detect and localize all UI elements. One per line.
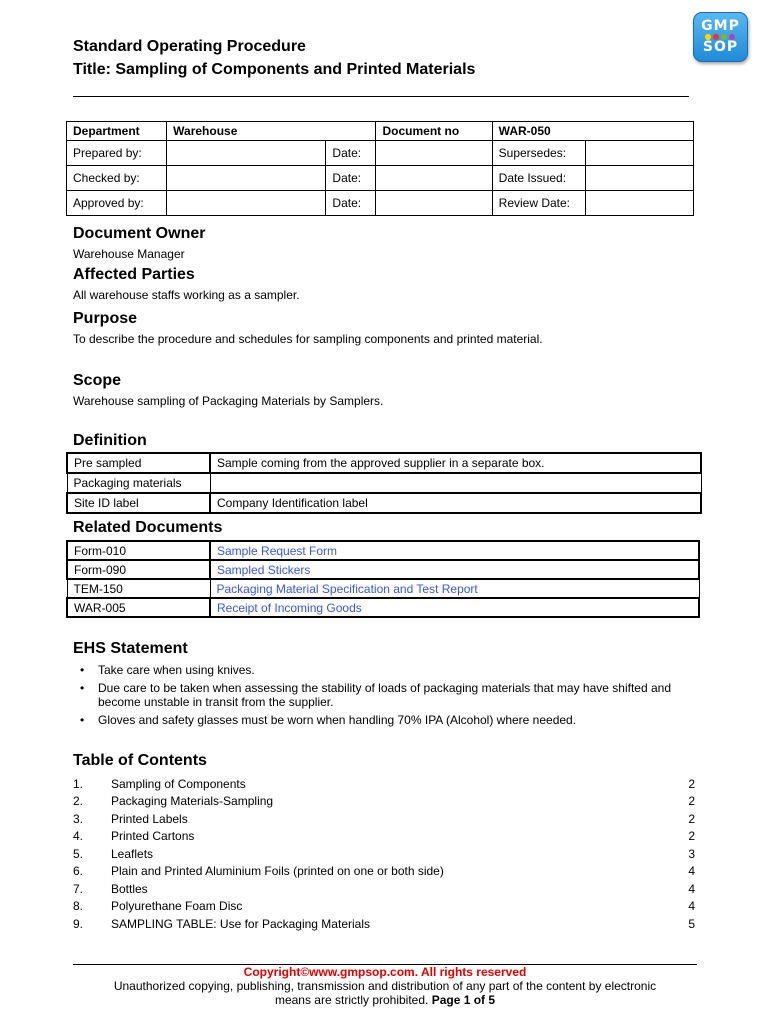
list-item [80, 663, 700, 677]
toc-item[interactable] [73, 898, 695, 916]
toc-page: 4 [688, 864, 695, 879]
related-doc-code: Form-010 [67, 541, 210, 560]
toc-item[interactable] [73, 775, 695, 793]
table-row [67, 598, 699, 617]
table-row [67, 122, 694, 141]
footer-line2 [73, 993, 697, 1007]
logo-line1: GMP [701, 18, 740, 34]
toc-num: 4. [73, 829, 84, 844]
toc-page: 2 [688, 776, 695, 791]
review-date-label: Review Date: [492, 191, 585, 216]
toc-title: Printed Labels [111, 811, 188, 826]
title-text: : Sampling of Components and Printed Materials [105, 61, 476, 78]
supersedes-value [585, 141, 693, 166]
toc-item[interactable] [73, 828, 695, 846]
list-item [80, 713, 700, 727]
document-no-value: WAR-050 [492, 122, 693, 141]
ehs-heading: EHS Statement [73, 640, 188, 657]
prepared-by-value [167, 141, 326, 166]
table-row [67, 560, 699, 579]
purpose-heading: Purpose [73, 310, 138, 327]
table-row [67, 579, 699, 598]
footer [73, 965, 697, 1007]
toc-title: SAMPLING TABLE: Use for Packaging Materials [111, 916, 370, 931]
document-no-label: Document no [376, 122, 492, 141]
review-date-value [585, 191, 693, 216]
document-owner-heading: Document Owner [73, 225, 206, 242]
document-title [73, 61, 475, 79]
toc-num: 3. [73, 811, 84, 826]
toc-title: Plain and Printed Aluminium Foils (printed on one or both side) [111, 864, 444, 879]
list-item [80, 681, 700, 709]
toc-page: 3 [688, 846, 695, 861]
logo-dots: ●●●● [704, 32, 737, 41]
table-of-contents [73, 775, 695, 933]
related-doc-link[interactable]: Packaging Material Specification and Test Report [210, 579, 699, 598]
related-doc-link[interactable]: Receipt of Incoming Goods [210, 598, 699, 617]
definition-heading: Definition [73, 432, 147, 449]
related-doc-link[interactable]: Sample Request Form [210, 541, 699, 560]
definition-desc [210, 473, 701, 493]
toc-page: 5 [688, 916, 695, 931]
date-label: Date: [326, 191, 376, 216]
affected-parties-text: All warehouse staffs working as a sampler. [73, 288, 300, 302]
date-issued-label: Date Issued: [492, 166, 585, 191]
toc-item[interactable] [73, 845, 695, 863]
date-value [376, 166, 492, 191]
definition-desc: Company Identification label [210, 493, 701, 513]
ehs-item-text: Take care when using knives. [98, 663, 255, 677]
bullet-icon: • [80, 681, 85, 695]
date-label: Date: [326, 141, 376, 166]
related-doc-link[interactable]: Sampled Stickers [210, 560, 699, 579]
related-doc-code: TEM-150 [67, 579, 210, 598]
table-row [67, 141, 694, 166]
document-type: Standard Operating Procedure [73, 38, 306, 55]
toc-title: Bottles [111, 881, 148, 896]
bullet-icon: • [80, 663, 85, 677]
footer-line1: Unauthorized copying, publishing, transmission and distribution of any part of the content by electronic [113, 979, 657, 993]
toc-page: 2 [688, 811, 695, 826]
ehs-item-text: Due care to be taken when assessing the stability of loads of packaging materials that may have shifted and become unstable in transit from the supplier. [98, 681, 671, 709]
toc-num: 7. [73, 881, 84, 896]
table-row [67, 473, 701, 493]
toc-item[interactable] [73, 915, 695, 933]
related-documents-heading: Related Documents [73, 519, 223, 536]
department-value: Warehouse [167, 122, 376, 141]
approved-by-value [167, 191, 326, 216]
date-value [376, 191, 492, 216]
definition-desc: Sample coming from the approved supplier in a separate box. [210, 453, 701, 473]
document-info-table [66, 121, 694, 216]
definition-term: Pre sampled [67, 453, 210, 473]
toc-num: 9. [73, 916, 84, 931]
date-value [376, 141, 492, 166]
toc-num: 2. [73, 794, 84, 809]
related-documents-table [66, 540, 700, 618]
gmp-sop-logo [693, 12, 748, 62]
toc-title: Leaflets [111, 846, 154, 861]
ehs-item-text: Gloves and safety glasses must be worn when handling 70% IPA (Alcohol) where needed. [98, 713, 577, 727]
toc-heading: Table of Contents [73, 752, 207, 769]
date-issued-value [585, 166, 693, 191]
scope-heading: Scope [73, 372, 122, 389]
related-doc-code: Form-090 [67, 560, 210, 579]
toc-title: Polyurethane Foam Disc [111, 899, 243, 914]
table-row [67, 191, 694, 216]
title-label: Title [73, 61, 106, 78]
date-label: Date: [326, 166, 376, 191]
toc-item[interactable] [73, 880, 695, 898]
prepared-by-label: Prepared by: [67, 141, 167, 166]
toc-title: Printed Cartons [111, 829, 195, 844]
toc-num: 6. [73, 864, 84, 879]
toc-item[interactable] [73, 810, 695, 828]
supersedes-label: Supersedes: [492, 141, 585, 166]
toc-num: 5. [73, 846, 84, 861]
toc-page: 4 [688, 881, 695, 896]
definition-term: Site ID label [67, 493, 210, 513]
page-number: Page 1 of 5 [431, 993, 496, 1007]
approved-by-label: Approved by: [67, 191, 167, 216]
header-rule [73, 96, 689, 97]
related-doc-code: WAR-005 [67, 598, 210, 617]
toc-page: 2 [688, 829, 695, 844]
copyright-notice: Copyright©www.gmpsop.com. All rights reserved [243, 965, 527, 979]
toc-num: 8. [73, 899, 84, 914]
purpose-text: To describe the procedure and schedules for sampling components and printed material. [73, 332, 543, 346]
table-row [67, 453, 701, 473]
table-row [67, 541, 699, 560]
toc-page: 2 [688, 794, 695, 809]
toc-title: Sampling of Components [111, 776, 246, 791]
ehs-list [80, 663, 700, 731]
toc-item[interactable] [73, 793, 695, 811]
checked-by-label: Checked by: [67, 166, 167, 191]
table-row [67, 493, 701, 513]
definition-table [66, 452, 702, 514]
toc-title: Packaging Materials-Sampling [111, 794, 274, 809]
definition-term: Packaging materials [67, 473, 210, 493]
toc-item[interactable] [73, 863, 695, 881]
document-owner-text: Warehouse Manager [73, 247, 185, 261]
scope-text: Warehouse sampling of Packaging Materials by Samplers. [73, 394, 384, 408]
logo-line2: SOP [702, 39, 739, 55]
checked-by-value [167, 166, 326, 191]
department-label: Department [67, 122, 167, 141]
affected-parties-heading: Affected Parties [73, 266, 195, 283]
toc-page: 4 [688, 899, 695, 914]
bullet-icon: • [80, 713, 85, 727]
footer-line2-text: means are strictly prohibited. [274, 993, 432, 1007]
toc-num: 1. [73, 776, 84, 791]
table-row [67, 166, 694, 191]
